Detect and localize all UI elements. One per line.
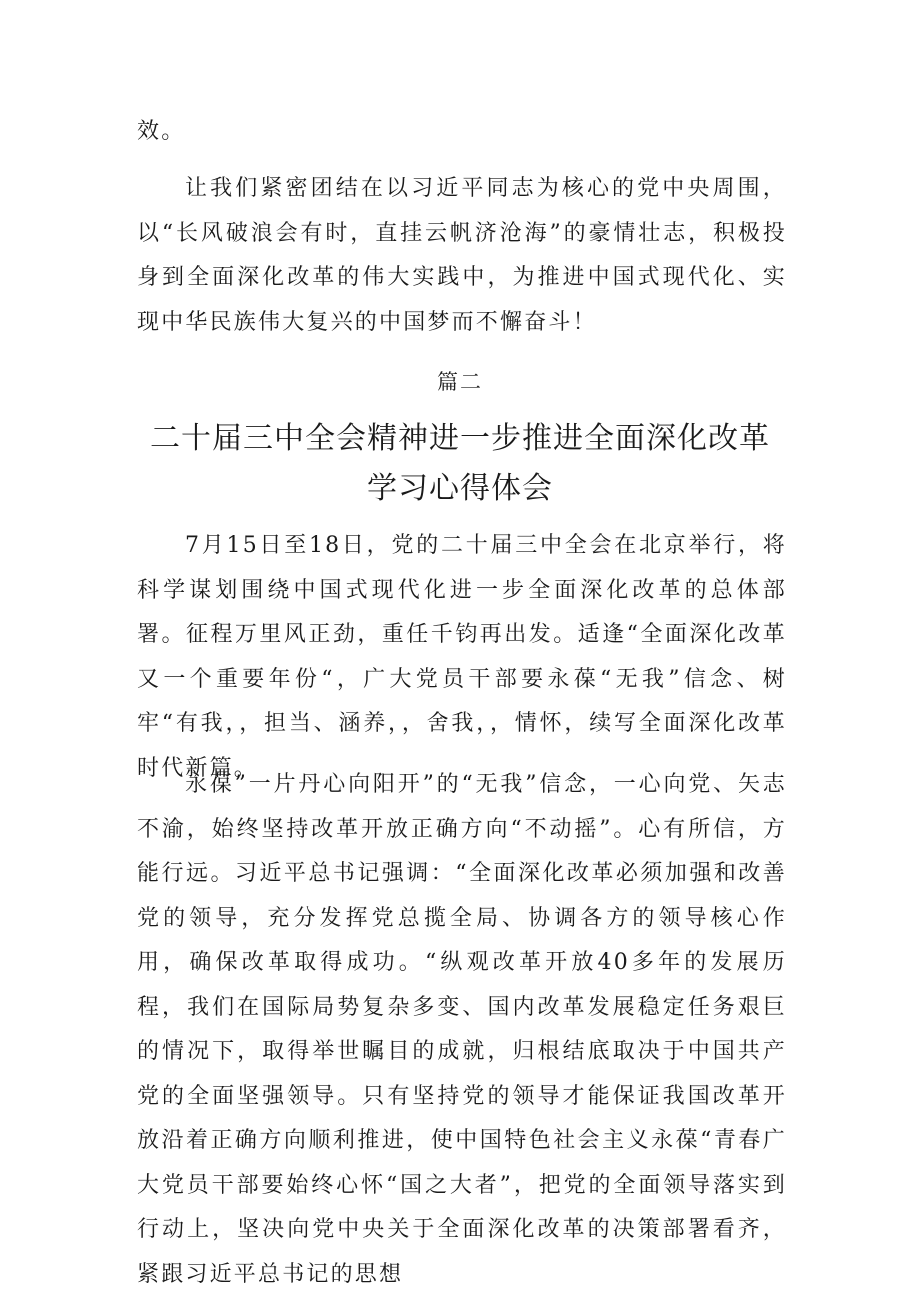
title-line-2: 学习心得体会 — [367, 471, 553, 506]
document-title — [0, 414, 920, 514]
body-paragraph: 永葆”一片丹心向阳开”的“无我”信念，一心向党、矢志不渝，始终坚持改革开放正确方向“不动摇”。心有所信，方能行远。习近平总书记强调：“全面深化改革必须加强和改善党的领导，充分发挥党总揽全局、协调各方的领导核心作用，确保改革取得成功。“纵观改革开放40多年的发展历程，我们在国际局势复杂多变、国内改革发展稳定任务艰巨的情况下，取得举世瞩目的成就，归根结底取决于中国共产党的全面坚强领导。只有坚持党的领导才能保证我国改革开放沿着正确方向顺利推进，使中国特色社会主义永葆“青春广大党员干部要始终心怀“国之大者”，把党的全面领导落实到行动上，坚决向党中央关于全面深化改革的决策部署看齐，紧跟习近平总书记的思想 — [137, 772, 787, 1287]
section-label: 篇二 — [437, 370, 483, 394]
intro-paragraph: 7月15日至18日，党的二十届三中全会在北京举行，将科学谋划围绕中国式现代化进一步全面深化改革的总体部署。征程万里风正劲，重任千钧再出发。适逢“全面深化改革又一个重要年份“，广大党员干部要永葆“无我”信念、树牢“有我，，担当、涵养，，舍我，，情怀，续写全面深化改革时代新篇。 — [137, 533, 787, 781]
closing-paragraph: 让我们紧密团结在以习近平同志为核心的党中央周围，以“长风破浪会有时，直挂云帆济沧海”的豪情壮志，积极投身到全面深化改革的伟大实践中，为推进中国式现代化、实现中华民族伟大复兴的中国梦而不懈奋斗！ — [137, 176, 787, 335]
previous-paragraph-fragment: 效。 — [137, 119, 186, 144]
title-line-1: 二十届三中全会精神进一步推进全面深化改革 — [150, 421, 770, 456]
